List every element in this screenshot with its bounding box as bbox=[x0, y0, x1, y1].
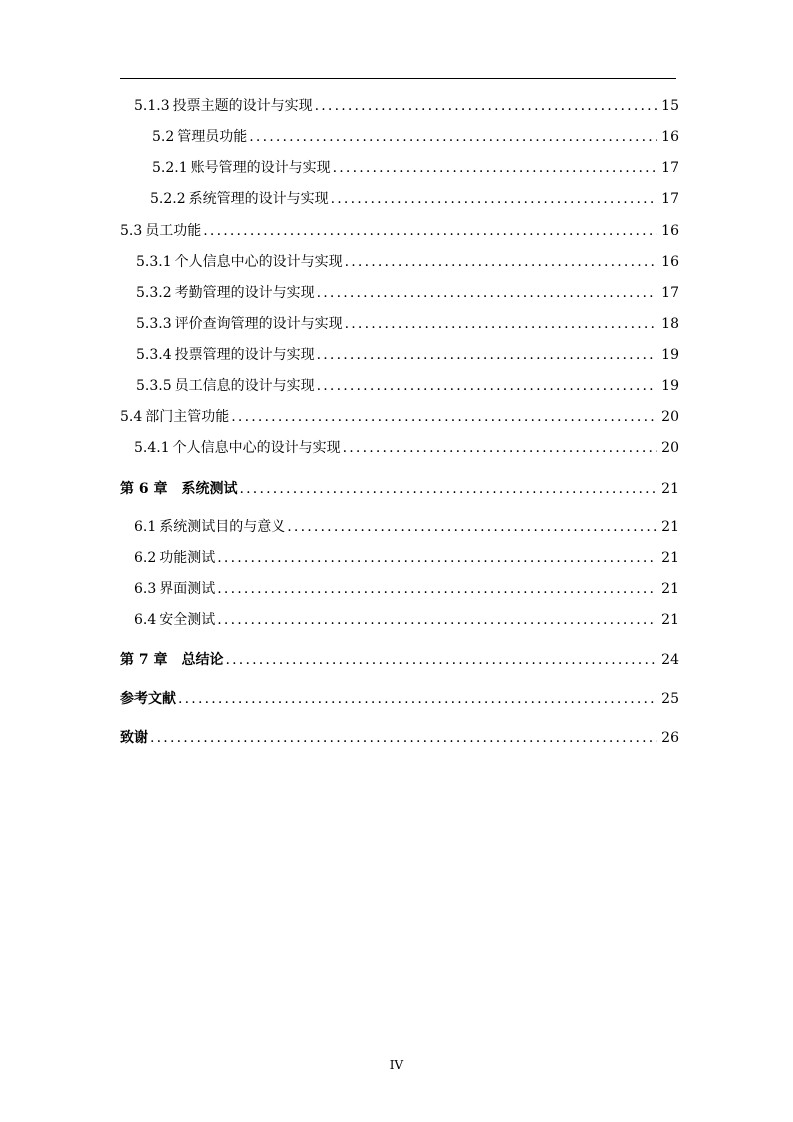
toc-dot-leader bbox=[317, 283, 658, 303]
toc-entry-number: 5.2.1 bbox=[152, 160, 188, 176]
toc-dot-leader bbox=[150, 728, 657, 748]
toc-entry-page: 21 bbox=[661, 581, 679, 597]
toc-entry-acknowledgements[interactable] bbox=[120, 728, 679, 748]
toc-entry-number: 第 6 章 bbox=[120, 481, 168, 497]
toc-entry-5-3-3[interactable] bbox=[136, 314, 679, 334]
toc-entry-title: 系统测试 bbox=[181, 481, 238, 497]
toc-entry-number: 5.4.1 bbox=[134, 440, 170, 456]
toc-dot-leader bbox=[315, 96, 658, 116]
toc-entry-page: 16 bbox=[661, 223, 679, 239]
toc-entry-title: 部门主管功能 bbox=[145, 409, 230, 425]
toc-dot-leader bbox=[333, 158, 658, 178]
toc-entry-page: 17 bbox=[661, 160, 679, 176]
toc-entry-title: 总结论 bbox=[181, 652, 224, 668]
toc-entry-number: 5.3 bbox=[120, 223, 143, 239]
toc-entry-title: 界面测试 bbox=[159, 581, 216, 597]
toc-dot-leader bbox=[317, 345, 658, 365]
toc-entry-page: 24 bbox=[661, 652, 679, 668]
toc-entry-title: 评价查询管理的设计与实现 bbox=[174, 316, 343, 332]
toc-entry-5-2-1[interactable] bbox=[152, 158, 679, 178]
toc-entry-page: 17 bbox=[661, 285, 679, 301]
toc-entry-title: 个人信息中心的设计与实现 bbox=[172, 440, 341, 456]
toc-entry-title: 账号管理的设计与实现 bbox=[190, 160, 331, 176]
toc-entry-page: 20 bbox=[661, 440, 679, 456]
toc-entry-title: 员工功能 bbox=[145, 223, 202, 239]
toc-entry-number: 5.4 bbox=[120, 409, 143, 425]
toc-entry-5-2-2[interactable] bbox=[150, 189, 679, 209]
toc-entry-5-2[interactable] bbox=[152, 127, 679, 147]
toc-entry-page: 19 bbox=[661, 378, 679, 394]
toc-entry-title: 系统管理的设计与实现 bbox=[188, 191, 329, 207]
toc-entry-6-4[interactable] bbox=[134, 610, 679, 630]
toc-entry-5-3-5[interactable] bbox=[136, 376, 679, 396]
toc-entry-page: 21 bbox=[661, 550, 679, 566]
toc-entry-number: 5.3.5 bbox=[136, 378, 172, 394]
toc-entry-number: 5.3.2 bbox=[136, 285, 172, 301]
toc-entry-number: 5.3.4 bbox=[136, 347, 172, 363]
toc-entry-6-3[interactable] bbox=[134, 579, 679, 599]
toc-entry-number: 5.3.1 bbox=[136, 254, 172, 270]
toc-entry-number: 第 7 章 bbox=[120, 652, 168, 668]
page-number: IV bbox=[389, 1058, 404, 1072]
toc-entry-5-4-1[interactable] bbox=[134, 438, 679, 458]
toc-entry-6-1[interactable] bbox=[134, 517, 679, 537]
toc-dot-leader bbox=[331, 189, 658, 209]
toc-entry-number: 5.2 bbox=[152, 129, 175, 145]
toc-entry-page: 21 bbox=[661, 519, 679, 535]
toc-entry-title: 个人信息中心的设计与实现 bbox=[174, 254, 343, 270]
toc-entry-5-3-1[interactable] bbox=[136, 252, 679, 272]
toc-entry-title: 投票管理的设计与实现 bbox=[174, 347, 315, 363]
toc-dot-leader bbox=[217, 548, 657, 568]
toc-dot-leader bbox=[217, 610, 657, 630]
toc-dot-leader bbox=[345, 314, 658, 334]
toc-entry-number: 6.2 bbox=[134, 550, 157, 566]
toc-entry-number: 5.1.3 bbox=[134, 98, 170, 114]
toc-entry-page: 20 bbox=[661, 409, 679, 425]
toc-entry-title: 系统测试目的与意义 bbox=[159, 519, 286, 535]
toc-dot-leader bbox=[240, 479, 658, 499]
toc-entry-page: 25 bbox=[661, 691, 679, 707]
toc-entry-title: 功能测试 bbox=[159, 550, 216, 566]
toc-entry-title: 考勤管理的设计与实现 bbox=[174, 285, 315, 301]
toc-entry-page: 16 bbox=[661, 129, 679, 145]
toc-entry-page: 15 bbox=[661, 98, 679, 114]
toc-entry-references[interactable] bbox=[120, 689, 679, 709]
toc-dot-leader bbox=[345, 252, 658, 272]
toc-entry-chapter-7[interactable] bbox=[120, 650, 679, 670]
toc-entry-5-1-3[interactable] bbox=[134, 96, 679, 116]
toc-entry-page: 21 bbox=[661, 612, 679, 628]
toc-dot-leader bbox=[226, 650, 658, 670]
toc-dot-leader bbox=[317, 376, 658, 396]
toc-entry-chapter-6[interactable] bbox=[120, 479, 679, 499]
toc-entry-title: 致谢 bbox=[120, 730, 148, 746]
toc-entry-page: 16 bbox=[661, 254, 679, 270]
toc-entry-5-4[interactable] bbox=[120, 407, 679, 427]
toc-entry-title: 参考文献 bbox=[120, 691, 176, 707]
toc-entry-title: 投票主题的设计与实现 bbox=[172, 98, 313, 114]
toc-entry-number: 6.4 bbox=[134, 612, 157, 628]
toc-dot-leader bbox=[203, 221, 657, 241]
toc-dot-leader bbox=[178, 689, 657, 709]
toc-entry-page: 21 bbox=[661, 481, 679, 497]
toc-entry-page: 18 bbox=[661, 316, 679, 332]
toc-dot-leader bbox=[217, 579, 657, 599]
toc-entry-title: 员工信息的设计与实现 bbox=[174, 378, 315, 394]
toc-dot-leader bbox=[249, 127, 657, 147]
toc-entry-title: 管理员功能 bbox=[177, 129, 248, 145]
toc-dot-leader bbox=[231, 407, 657, 427]
toc-entry-page: 26 bbox=[661, 730, 679, 746]
toc-entry-6-2[interactable] bbox=[134, 548, 679, 568]
toc-entry-number: 6.1 bbox=[134, 519, 157, 535]
toc-entry-5-3-2[interactable] bbox=[136, 283, 679, 303]
toc-entry-number: 5.2.2 bbox=[150, 191, 186, 207]
toc-entry-title: 安全测试 bbox=[159, 612, 216, 628]
toc-entry-number: 6.3 bbox=[134, 581, 157, 597]
toc-dot-leader bbox=[287, 517, 657, 537]
toc-dot-leader bbox=[343, 438, 658, 458]
toc-entry-page: 19 bbox=[661, 347, 679, 363]
toc-entry-5-3[interactable] bbox=[120, 221, 679, 241]
toc-entry-page: 17 bbox=[661, 191, 679, 207]
toc-entry-5-3-4[interactable] bbox=[136, 345, 679, 365]
toc-entry-number: 5.3.3 bbox=[136, 316, 172, 332]
